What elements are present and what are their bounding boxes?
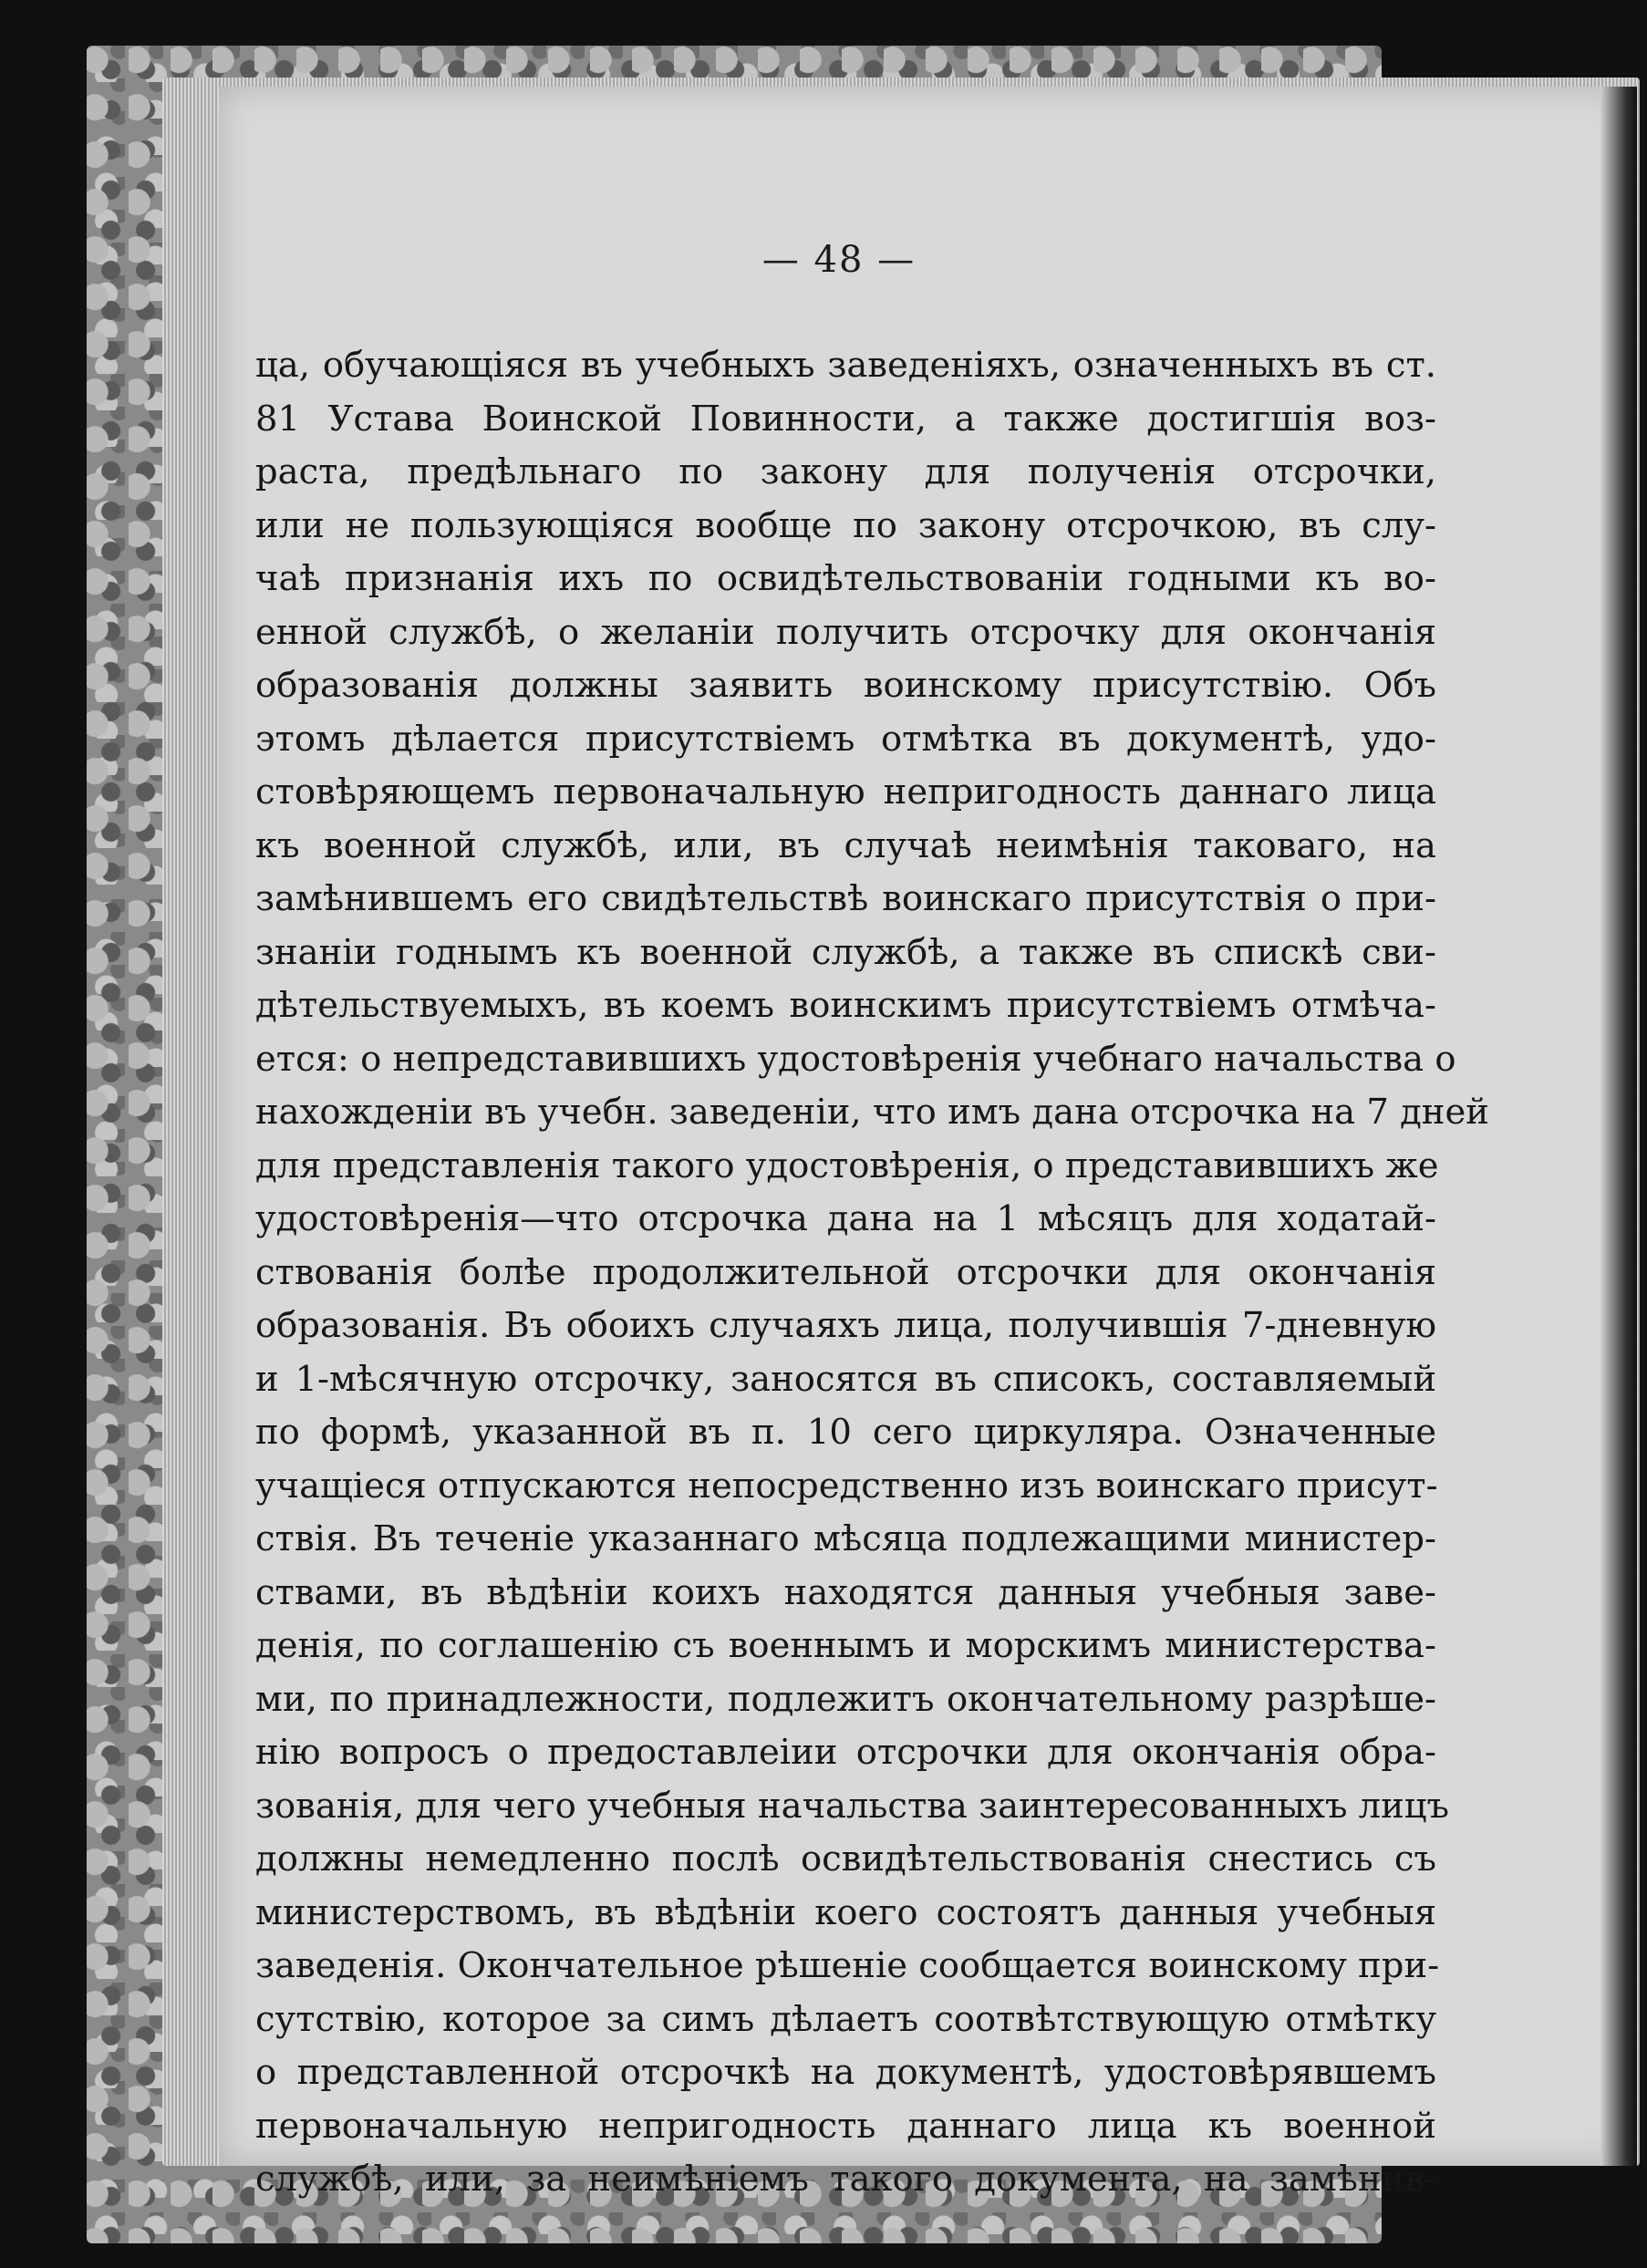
text-line: знаніи годнымъ къ военной службѣ, а также въ спискѣ сви- xyxy=(255,931,1436,973)
text-line: замѣнившемъ его свидѣтельствѣ воинскаго присутствія о при- xyxy=(255,878,1436,919)
text-line: для представленія такого удостовѣренія, о представившихъ же xyxy=(255,1144,1439,1186)
text-line: ствія. Въ теченіе указаннаго мѣсяца подлежащими министер- xyxy=(255,1518,1436,1559)
text-line: чаѣ признанія ихъ по освидѣтельствованіи годными къ во- xyxy=(255,558,1436,599)
text-line: ца, обучающіяся въ учебныхъ заведеніяхъ, означенныхъ въ ст. xyxy=(255,345,1436,386)
text-line: ми, по принадлежности, подлежитъ окончательному разрѣше- xyxy=(255,1678,1436,1720)
text-line: министерствомъ, въ вѣдѣніи коего состоятъ данныя учебныя xyxy=(255,1891,1436,1933)
text-line: ствами, въ вѣдѣніи коихъ находятся данныя учебныя заве- xyxy=(255,1571,1436,1613)
text-line: по формѣ, указанной въ п. 10 сего циркуляра. Означенные xyxy=(255,1412,1436,1453)
text-line: раста, предѣльнаго по закону для полученія отсрочки, xyxy=(255,451,1436,492)
text-line: сутствію, которое за симъ дѣлаетъ соотвѣтствующую отмѣтку xyxy=(255,1998,1436,2040)
text-line: стовѣряющемъ первоначальную непригодность даннаго лица xyxy=(255,772,1436,813)
text-line: ется: о непредставившихъ удостовѣренія учебнаго начальства о xyxy=(255,1038,1456,1080)
text-line: дѣтельствуемыхъ, въ коемъ воинскимъ присутствіемъ отмѣча- xyxy=(255,985,1436,1026)
text-line: нію вопросъ о предоставлеіии отсрочки для окончанія обра- xyxy=(255,1732,1436,1773)
page-number: — 48 — xyxy=(761,239,917,281)
text-line: о представленной отсрочкѣ на документѣ, удостовѣрявшемъ xyxy=(255,2052,1436,2093)
text-line: или не пользующіяся вообще по закону отсрочкою, въ слу- xyxy=(255,504,1436,546)
text-line: енной службѣ, о желаніи получить отсрочку для окончанія xyxy=(255,611,1436,653)
text-line: образованія должны заявить воинскому присутствію. Объ xyxy=(255,665,1436,706)
text-line: и 1-мѣсячную отсрочку, заносятся въ списокъ, составляемый xyxy=(255,1358,1436,1400)
text-line: первоначальную непригодность даннаго лица къ военной xyxy=(255,2105,1436,2147)
text-line: удостовѣренія—что отсрочка дана на 1 мѣсяцъ для ходатай- xyxy=(255,1198,1436,1239)
text-line: къ военной службѣ, или, въ случаѣ неимѣнія таковаго, на xyxy=(255,824,1436,866)
text-line: заведенія. Окончательное рѣшеніе сообщается воинскому при- xyxy=(255,1945,1440,1986)
text-line: службѣ, или, за неимѣніемъ такого документа, на замѣнив- xyxy=(255,2159,1436,2200)
text-line: учащіеся отпускаются непосредственно изъ воинскаго присут- xyxy=(255,1465,1438,1507)
body-text xyxy=(255,339,1489,2207)
text-line: должны немедленно послѣ освидѣтельствованія снестись съ xyxy=(255,1838,1436,1880)
text-line: этомъ дѣлается присутствіемъ отмѣтка въ документѣ, удо- xyxy=(255,718,1436,760)
text-line: денія, по соглашенію съ военнымъ и морскимъ министерства- xyxy=(255,1625,1436,1666)
text-line: нахожденіи въ учебн. заведеніи, что имъ дана отсрочка на 7 дней xyxy=(255,1092,1489,1133)
text-line: 81 Устава Воинской Повинности, а также достигшія воз- xyxy=(255,398,1436,440)
text-line: ствованія болѣе продолжительной отсрочки для окончанія xyxy=(255,1251,1436,1293)
text-line: зованія, для чего учебныя начальства заинтересованныхъ лицъ xyxy=(255,1785,1450,1827)
text-line: образованія. Въ обоихъ случаяхъ лица, получившія 7-дневную xyxy=(255,1305,1436,1346)
book-gutter-shadow xyxy=(1600,87,1637,2166)
